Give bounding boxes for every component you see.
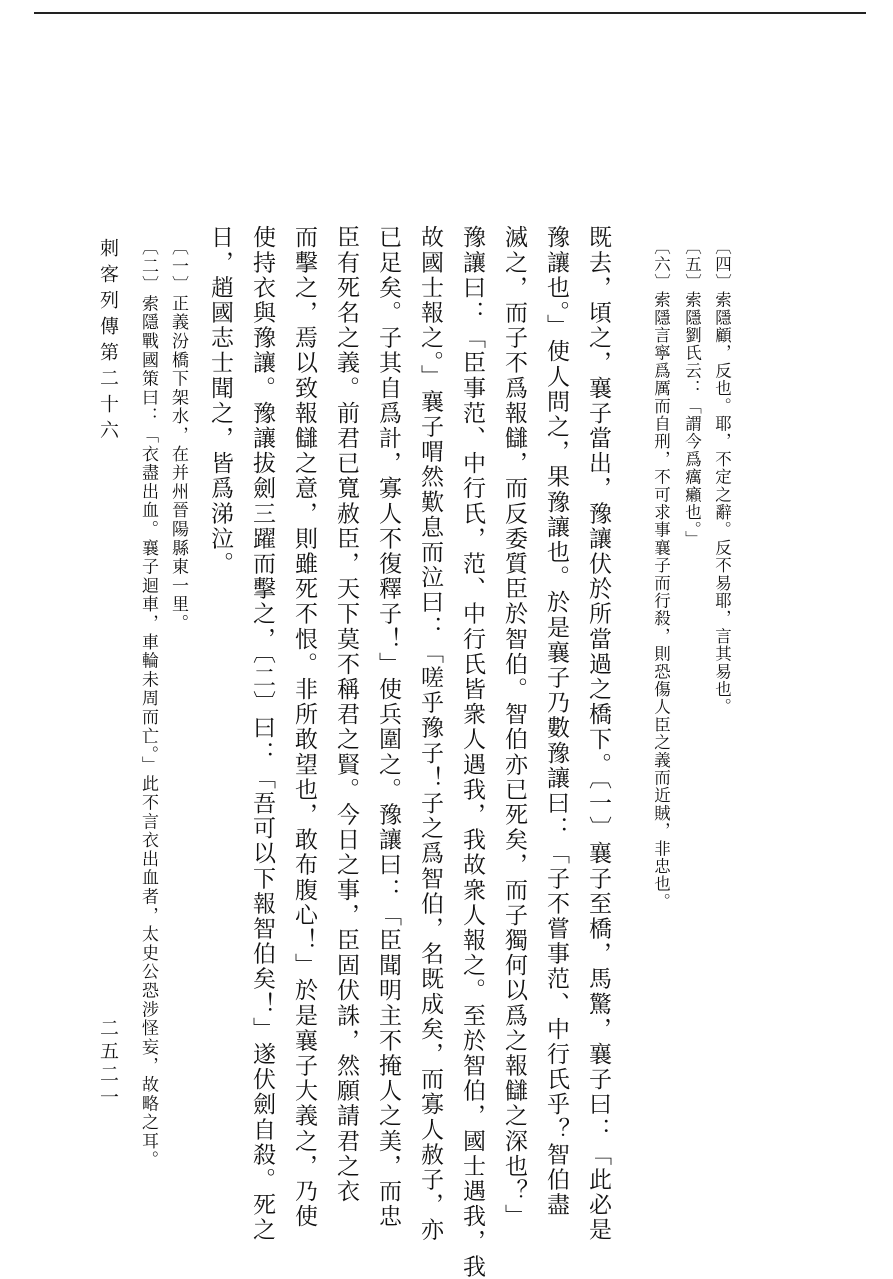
main-text-column: 豫讓也。」使人問之，果豫讓也。於是襄子乃數豫讓曰：「子不嘗事范、中行氏乎？智伯盡 (543, 225, 569, 1218)
commentary-note-6: 〔六〕索隱言寧爲厲而自刑，不可求事襄子而行殺，則恐傷人臣之義而近賊，非忠也。 (651, 238, 671, 911)
footnote-1: 〔一〕正義汾橋下架水，在并州晉陽縣東一里。 (168, 238, 188, 633)
main-text-column: 使持衣與豫讓。豫讓拔劍三躍而擊之，〔二〕曰：「吾可以下報智伯矣！」遂伏劍自殺。死之 (249, 225, 275, 1243)
main-text-column: 既去，頃之，襄子當出，豫讓伏於所當過之橋下。〔一〕襄子至橋，馬驚，襄子曰：「此必是 (585, 225, 611, 1243)
page-number: 二五二一 (97, 1018, 119, 1110)
main-text-column: 豫讓曰：「臣事范、中行氏，范、中行氏皆衆人遇我，我故衆人報之。至於智伯，國士遇我，我 (459, 225, 485, 1279)
commentary-note-5: 〔五〕索隱劉氏云：「謂今爲癘癩也。」 (682, 238, 702, 549)
top-rule (34, 12, 866, 14)
footnote-2: 〔二〕索隱戰國策曰：「衣盡出血。襄子迴車，車輪未周而亡。」此不言衣出血者，太史公恐涉怪妄，故略之耳。 (138, 238, 158, 1170)
main-text-column: 故國士報之。」襄子喟然歎息而泣曰：「嗟乎豫子！子之爲智伯，名既成矣，而寡人赦子，亦 (417, 225, 443, 1243)
main-text-column: 臣有死名之義。前君已寬赦臣，天下莫不稱君之賢。今日之事，臣固伏誅，然願請君之衣 (333, 225, 359, 1204)
main-text-column: 已足矣。子其自爲計，寡人不復釋子！」使兵圍之。豫讓曰：「臣聞明主不掩人之美，而忠 (375, 225, 401, 1229)
main-text-column: 日，趙國志士聞之，皆爲涕泣。 (207, 225, 233, 577)
running-title: 刺客列傳第二十六 (97, 238, 119, 446)
commentary-note-4: 〔四〕索隱顧，反也。耶，不定之辭。反不易耶，言其易也。 (712, 238, 732, 716)
main-text-column: 滅之，而子不爲報讎，而反委質臣於智伯。智伯亦已死矣，而子獨何以爲之報讎之深也？」 (501, 225, 527, 1229)
main-text-column: 而擊之，焉以致報讎之意，則雖死不恨。非所敢望也，敢布腹心！」於是襄子大義之，乃使 (291, 225, 317, 1229)
